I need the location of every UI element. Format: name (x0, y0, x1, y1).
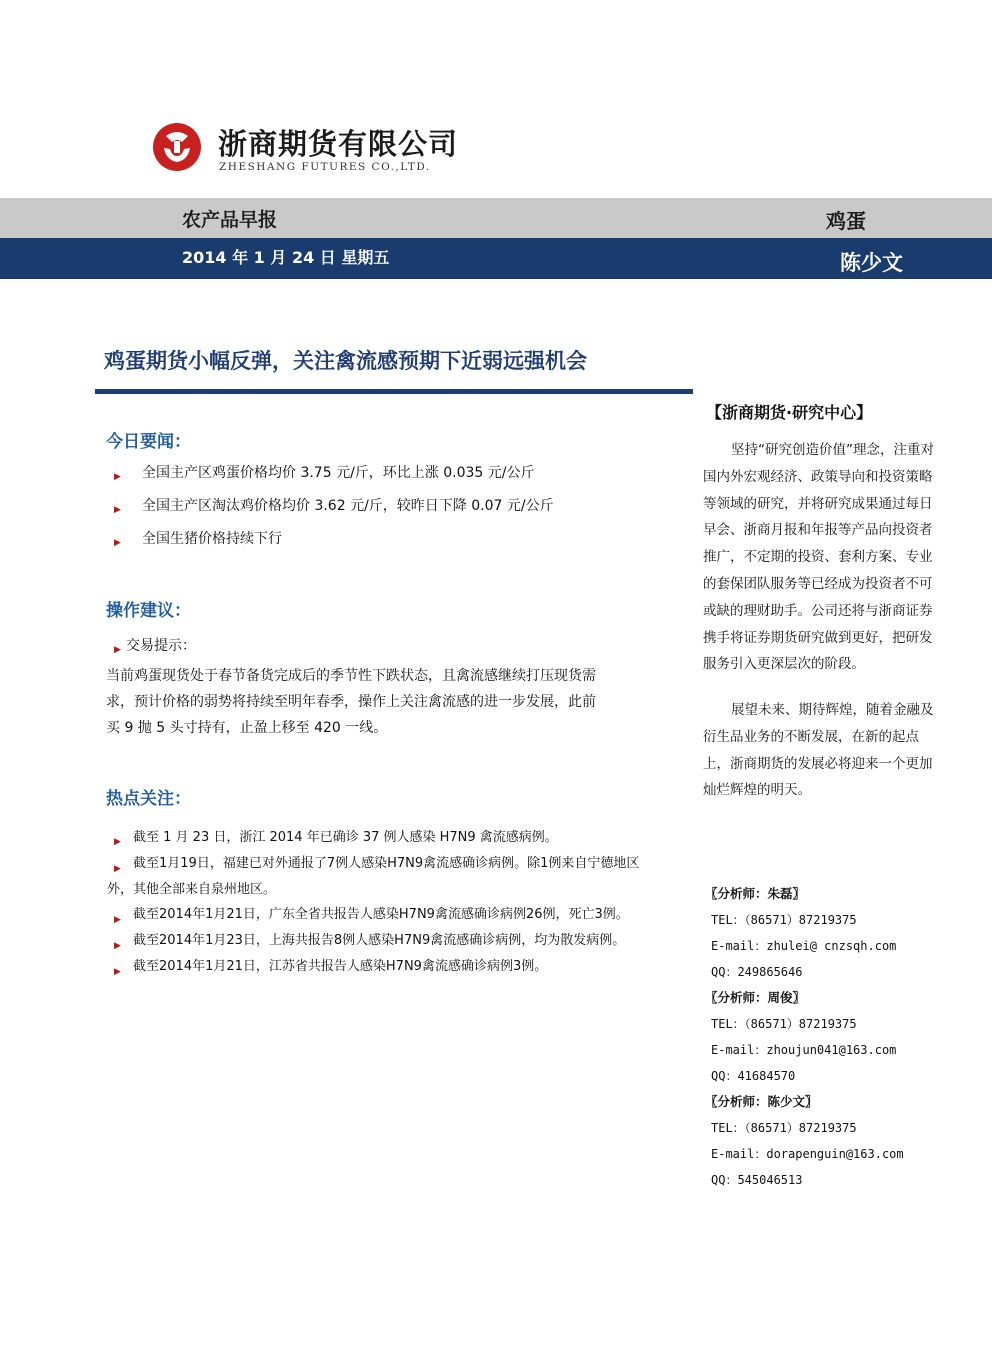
analyst-2-tel: TEL：（86571）87219375 (711, 1017, 857, 1031)
bullet-icon: ▶ (114, 837, 121, 847)
list-item (114, 907, 121, 926)
bullet-icon: ▶ (114, 967, 121, 977)
advice-line-1: 当前鸡蛋现货处于春节备货完成后的季节性下跌状态，且禽流感继续打压现货需 (106, 668, 596, 684)
advice-line-2: 求，预计价格的弱势将持续至明年春季，操作上关注禽流感的进一步发展，此前 (106, 694, 596, 710)
company-name-cn: 浙商期货有限公司 (218, 127, 459, 161)
bullet-icon: ▶ (114, 941, 121, 951)
list-item (114, 497, 121, 516)
list-item (114, 959, 121, 978)
report-date: 2014 年 1 月 24 日 星期五 (182, 248, 390, 267)
bullet-icon: ▶ (114, 505, 121, 515)
analyst-1-tel: TEL：（86571）87219375 (711, 913, 857, 927)
list-item (114, 637, 121, 656)
news-item-1: 全国主产区鸡蛋价格均价 3.75 元/斤，环比上涨 0.035 元/公斤 (142, 465, 535, 481)
headline: 鸡蛋期货小幅反弹，关注禽流感预期下近弱远强机会 (104, 349, 587, 373)
advice-line-3: 买 9 抛 5 头寸持有，止盈上移至 420 一线。 (106, 720, 388, 736)
hot-item-2-line-1: 截至1月19日，福建已对外通报了7例人感染H7N9禽流感确诊病例。除1例来自宁德地区 (133, 856, 640, 871)
list-item (114, 856, 121, 875)
bullet-icon: ▶ (114, 915, 121, 925)
bullet-icon: ▶ (114, 864, 121, 874)
bullet-icon: ▶ (114, 538, 121, 548)
bullet-icon: ▶ (114, 645, 121, 655)
hot-item-3: 截至2014年1月21日，广东全省共报告人感染H7N9禽流感确诊病例26例，死亡3例。 (133, 907, 629, 922)
list-item (114, 933, 121, 952)
product-name: 鸡蛋 (826, 209, 866, 233)
news-item-3: 全国生猪价格持续下行 (142, 531, 282, 547)
analyst-1-email[interactable]: E-mail：zhulei@ cnzsqh.com (711, 939, 897, 953)
research-intro-para: 坚持“研究创造价值”理念，注重对国内外宏观经济、政策导向和投资策略等领域的研究，并将研究成果通过每日早会、浙商月报和年报等产品向投资者推广，不定期的投资、套利方案、专业的套保团队服务等已经成为投资者不可或缺的理财助手。公司还将与浙商证券携手将证券期货研究做到更好，把研发服务引入更深层次的阶段。 (703, 442, 934, 673)
hot-item-2-line-2: 外，其他全部来自泉州地区。 (107, 882, 277, 897)
list-item (114, 530, 121, 549)
report-type: 农产品早报 (182, 209, 278, 231)
hot-item-5: 截至2014年1月21日，江苏省共报告人感染H7N9禽流感确诊病例3例。 (133, 959, 548, 974)
research-center-title: 【浙商期货·研究中心】 (706, 403, 873, 422)
company-logo-icon (152, 122, 202, 172)
headline-divider (95, 389, 693, 394)
analyst-1-head: 〖分析师：朱磊〗 (705, 886, 806, 901)
analyst-3-head: 〖分析师：陈少文〗 (705, 1094, 818, 1109)
advice-body (106, 663, 696, 741)
hot-item-4: 截至2014年1月23日，上海共报告8例人感染H7N9禽流感确诊病例，均为散发病例。 (133, 933, 626, 948)
trade-tip-label: 交易提示： (126, 638, 196, 654)
bullet-icon: ▶ (114, 472, 121, 482)
company-name-en: ZHESHANG FUTURES CO.,LTD. (219, 161, 431, 173)
analyst-2-qq: QQ：41684570 (711, 1069, 796, 1083)
list-item (114, 464, 121, 483)
analyst-3-tel: TEL：（86571）87219375 (711, 1121, 857, 1135)
analyst-2-head: 〖分析师：周俊〗 (705, 990, 806, 1005)
analyst-3-qq: QQ：545046513 (711, 1173, 803, 1187)
hot-item-1: 截至 1 月 23 日，浙江 2014 年已确诊 37 例人感染 H7N9 禽流感病例。 (133, 830, 558, 845)
hot-section-title: 热点关注： (106, 789, 191, 809)
news-item-2: 全国主产区淘汰鸡价格均价 3.62 元/斤，较昨日下降 0.07 元/公斤 (142, 498, 554, 514)
research-outlook-para: 展望未来、期待辉煌，随着金融及衍生品业务的不断发展，在新的起点上，浙商期货的发展必将迎来一个更加灿烂辉煌的明天。 (703, 702, 934, 799)
news-section-title: 今日要闻： (106, 432, 191, 452)
list-item (114, 829, 121, 848)
analyst-1-qq: QQ：249865646 (711, 965, 803, 979)
advice-section-title: 操作建议： (106, 601, 191, 621)
header-analyst: 陈少文 (840, 251, 903, 275)
analyst-3-email[interactable]: E-mail：dorapenguin@163.com (711, 1147, 904, 1161)
analyst-2-email[interactable]: E-mail：zhoujun041@163.com (711, 1043, 897, 1057)
